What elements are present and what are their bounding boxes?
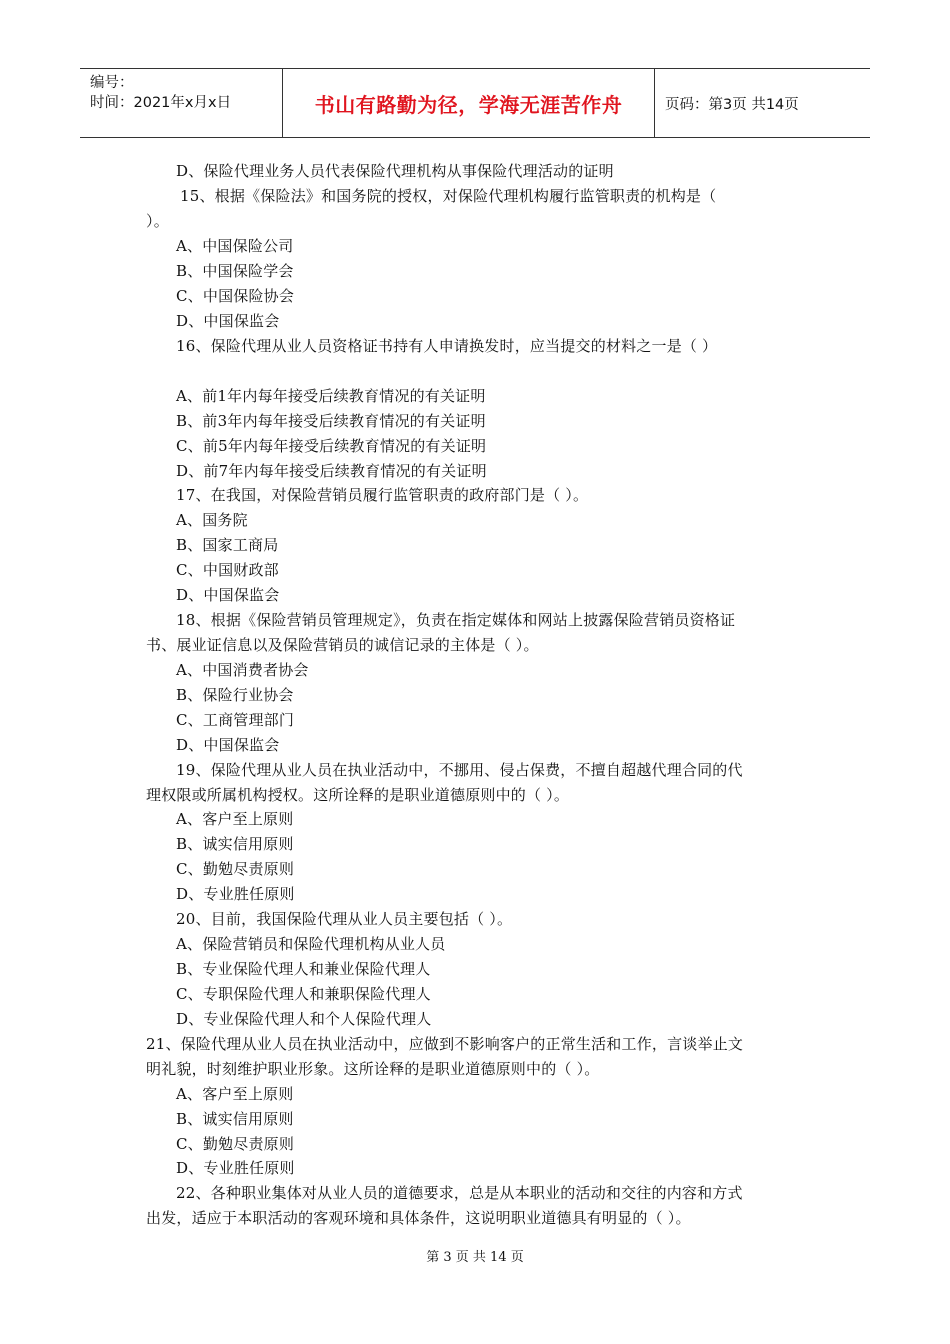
- text-line: 19、保险代理从业人员在执业活动中，不挪用、侵占保费，不擅自超越代理合同的代: [176, 761, 743, 779]
- number-label: 编号：: [90, 75, 134, 91]
- text-line: B、国家工商局: [176, 536, 279, 554]
- text-line: A、客户至上原则: [176, 1085, 294, 1103]
- header-meta: [80, 69, 283, 137]
- text-line: A、保险营销员和保险代理机构从业人员: [176, 935, 446, 953]
- text-line: 理权限或所属机构授权。这所诠释的是职业道德原则中的（ ）。: [146, 786, 570, 804]
- text-line: C、中国保险协会: [176, 287, 295, 305]
- text-line: A、中国消费者协会: [176, 661, 309, 679]
- text-line: 20、目前，我国保险代理从业人员主要包括（ ）。: [176, 910, 513, 928]
- text-line: C、勤勉尽责原则: [176, 1135, 295, 1153]
- text-line: B、诚实信用原则: [176, 1110, 294, 1128]
- text-line: 18、根据《保险营销员管理规定》，负责在指定媒体和网站上披露保险营销员资格证: [176, 611, 736, 629]
- text-line: D、中国保监会: [176, 312, 280, 330]
- page-footer: 第 3 页 共 14 页: [426, 1250, 524, 1265]
- text-line: 出发，适应于本职活动的客观环境和具体条件，这说明职业道德具有明显的（ ）。: [146, 1209, 691, 1227]
- text-line: 16、保险代理从业人员资格证书持有人申请换发时，应当提交的材料之一是（ ）: [176, 337, 718, 355]
- text-line: 21、保险代理从业人员在执业活动中，应做到不影响客户的正常生活和工作，言谈举止文: [146, 1035, 744, 1053]
- text-line: B、前3年内每年接受后续教育情况的有关证明: [176, 412, 486, 430]
- text-line: C、专职保险代理人和兼职保险代理人: [176, 985, 431, 1003]
- text-line: A、中国保险公司: [176, 237, 294, 255]
- text-line: C、勤勉尽责原则: [176, 860, 295, 878]
- text-line: 22、各种职业集体对从业人员的道德要求，总是从本职业的活动和交往的内容和方式: [176, 1184, 743, 1202]
- text-line: B、专业保险代理人和兼业保险代理人: [176, 960, 431, 978]
- text-line: B、保险行业协会: [176, 686, 294, 704]
- text-line: A、国务院: [176, 511, 248, 529]
- text-line: 17、在我国，对保险营销员履行监管职责的政府部门是（ ）。: [176, 486, 589, 504]
- text-line: D、专业保险代理人和个人保险代理人: [176, 1010, 432, 1028]
- text-line: D、专业胜任原则: [176, 1159, 295, 1177]
- text-line: D、专业胜任原则: [176, 885, 295, 903]
- text-line: D、保险代理业务人员代表保险代理机构从事保险代理活动的证明: [176, 162, 614, 180]
- text-line: C、前5年内每年接受后续教育情况的有关证明: [176, 437, 487, 455]
- text-line: C、中国财政部: [176, 561, 279, 579]
- text-line: D、前7年内每年接受后续教育情况的有关证明: [176, 462, 487, 480]
- page-label: 页码：第3页 共14页: [665, 96, 799, 113]
- text-line: A、前1年内每年接受后续教育情况的有关证明: [176, 387, 486, 405]
- text-line: D、中国保监会: [176, 586, 280, 604]
- text-line: 15、根据《保险法》和国务院的授权，对保险代理机构履行监管职责的机构是（: [180, 187, 717, 205]
- time-label: 时间：2021年x月x日: [90, 95, 232, 111]
- text-line: 明礼貌，时刻维护职业形象。这所诠释的是职业道德原则中的（ ）。: [146, 1060, 600, 1078]
- text-line: ）。: [146, 212, 169, 230]
- page-header: [80, 68, 870, 138]
- text-line: A、客户至上原则: [176, 810, 294, 828]
- text-line: C、工商管理部门: [176, 711, 295, 729]
- text-line: B、中国保险学会: [176, 262, 294, 280]
- text-line: D、中国保监会: [176, 736, 280, 754]
- header-page-cell: [655, 69, 870, 137]
- motto: 书山有路勤为径，学海无涯苦作舟: [314, 92, 623, 117]
- text-line: 书、展业证信息以及保险营销员的诚信记录的主体是（ ）。: [146, 636, 539, 654]
- header-motto-cell: [283, 69, 655, 137]
- text-line: B、诚实信用原则: [176, 835, 294, 853]
